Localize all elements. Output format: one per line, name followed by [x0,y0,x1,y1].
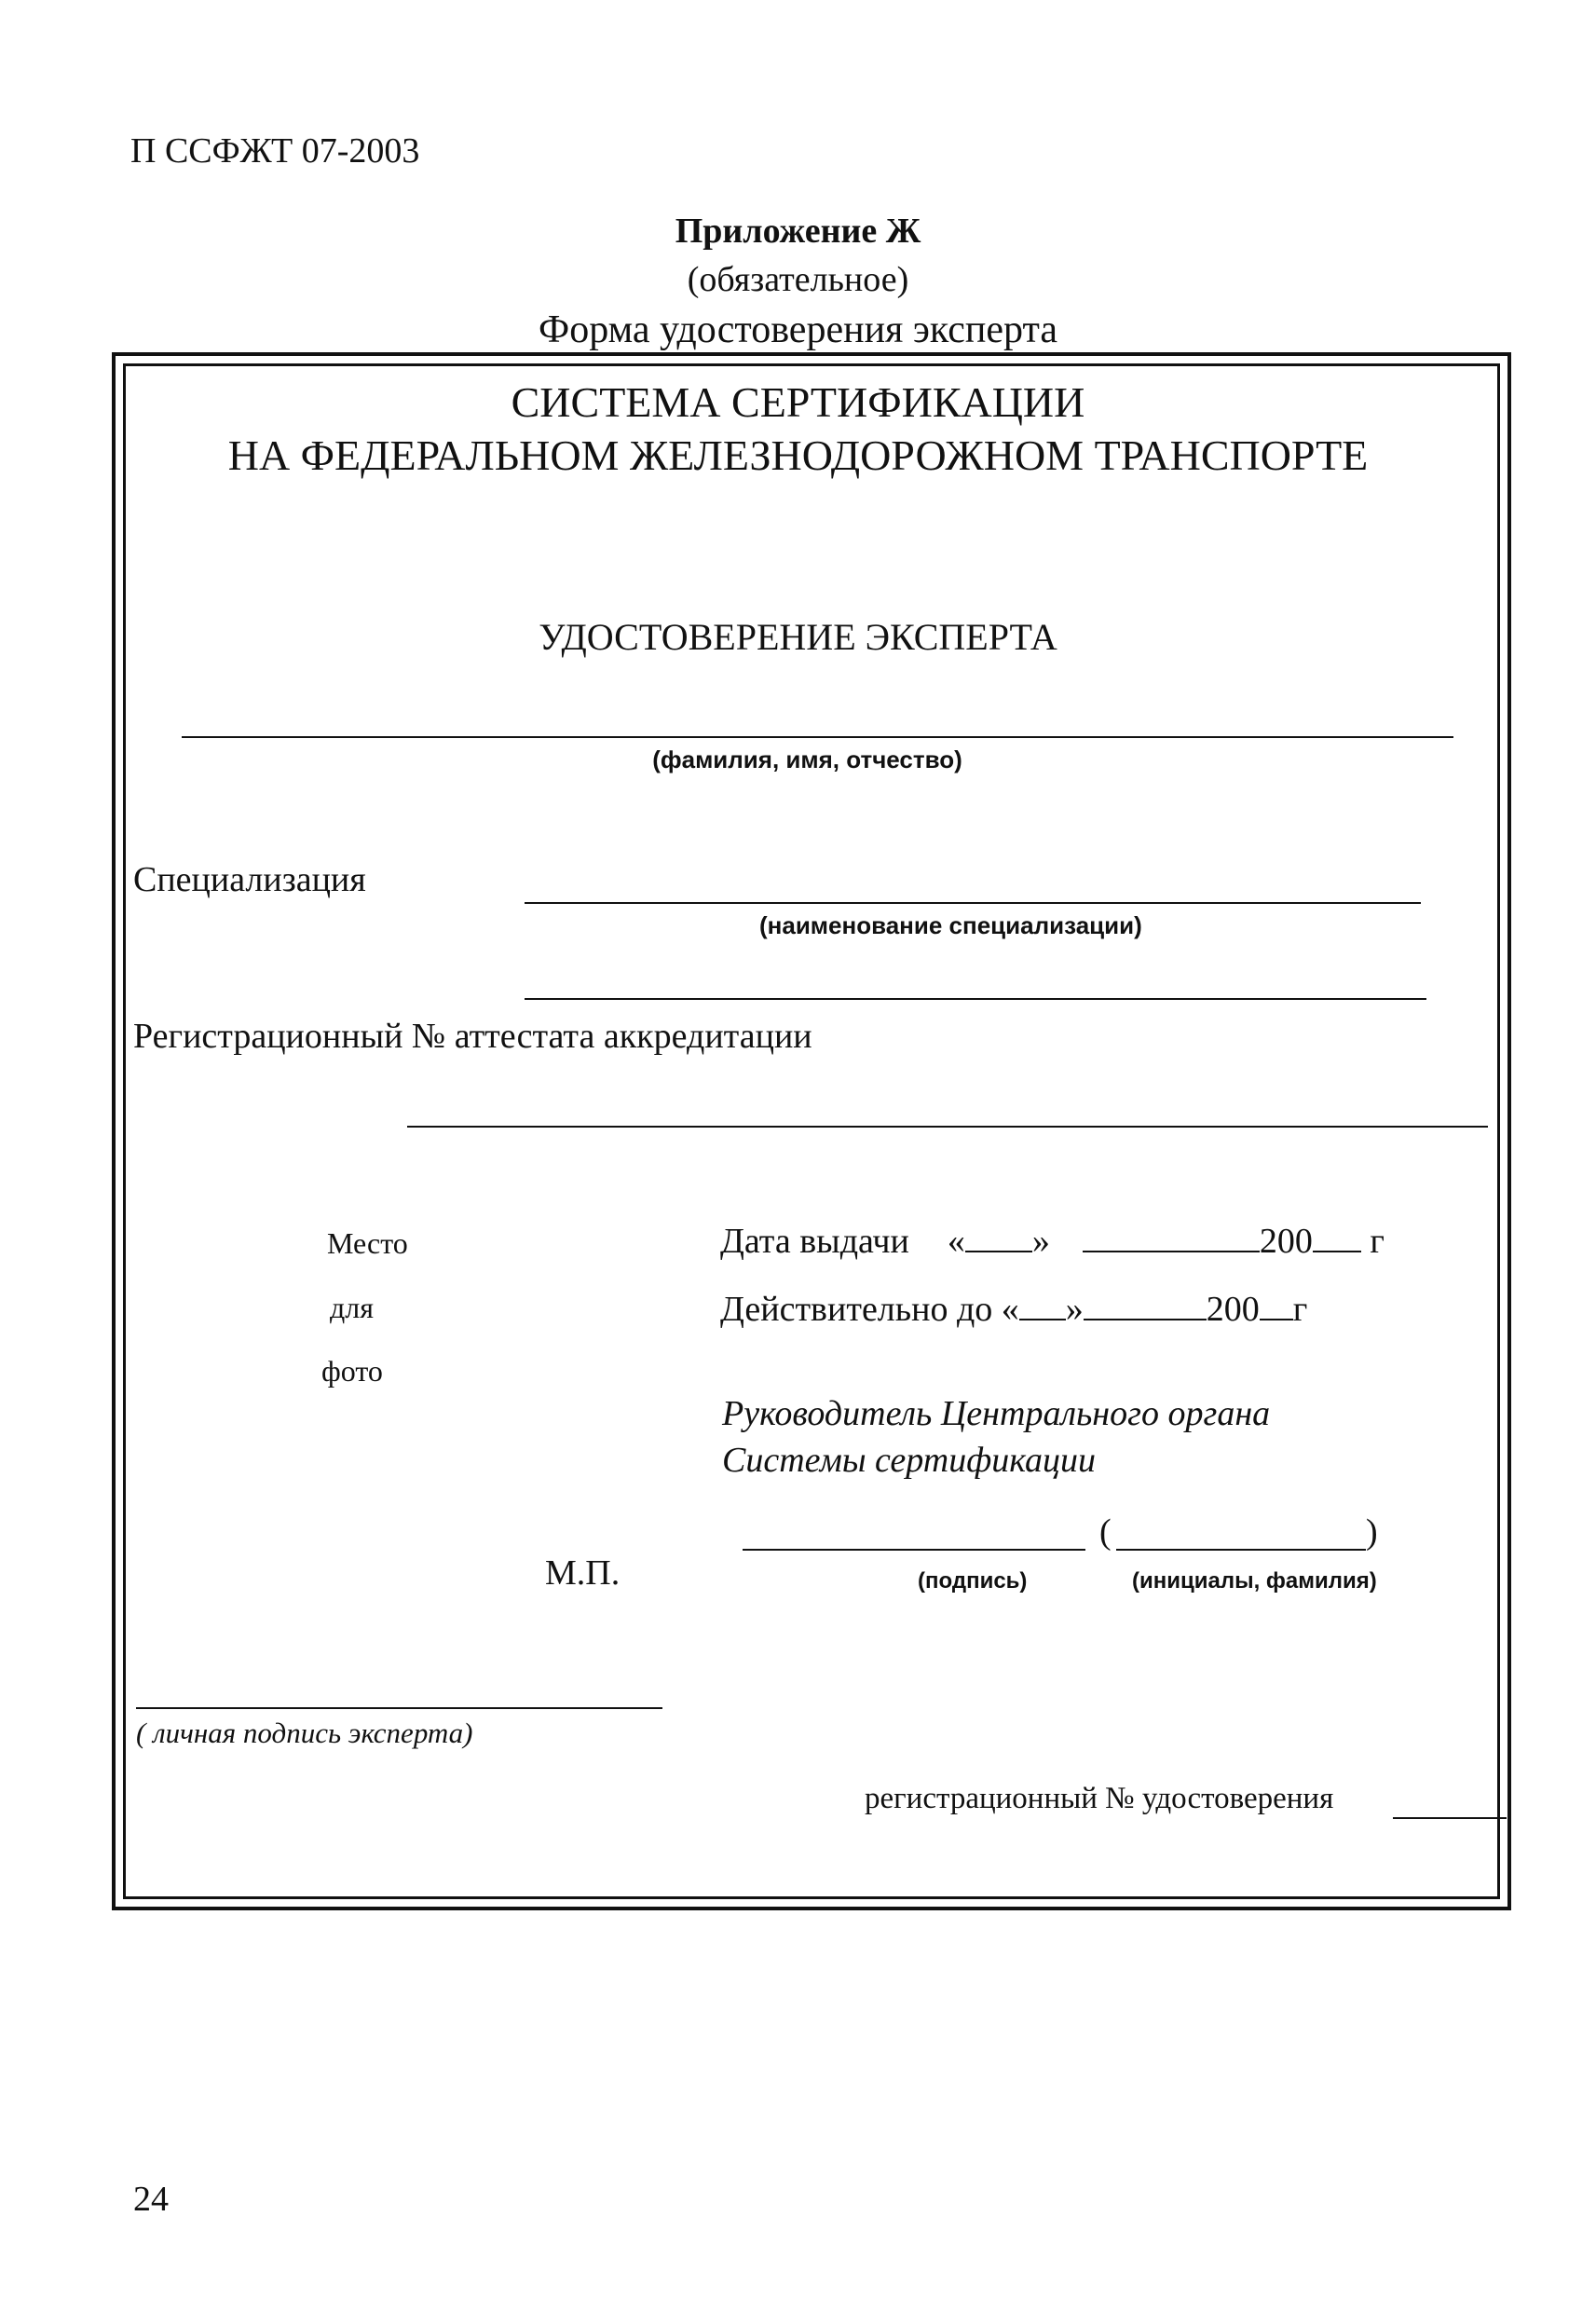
name-field-caption: (фамилия, имя, отчество) [652,746,962,773]
issue-date-open-quote: « [947,1222,965,1261]
name-field-line[interactable] [182,736,1453,738]
photo-place-line1: Место [327,1226,408,1260]
issue-date-year-prefix: 200 [1259,1222,1313,1261]
page-number: 24 [133,2180,169,2219]
head-title-line2: Системы сертификации [722,1441,1097,1480]
document-code: П ССФЖТ 07-2003 [130,131,420,171]
expert-signature-line[interactable] [136,1707,662,1709]
valid-until-year-prefix: 200 [1206,1290,1260,1329]
specialization-field-caption: (наименование специализации) [759,911,1142,939]
initials-open-paren: ( [1099,1512,1112,1552]
issue-date-close-quote: » [1031,1222,1050,1261]
valid-until-row [720,1289,1307,1330]
issue-date-row [720,1221,1385,1262]
valid-until-year-field[interactable] [1260,1291,1293,1320]
form-title: Форма удостоверения эксперта [539,308,1057,351]
appendix-note: (обязательное) [687,260,909,299]
valid-until-day-field[interactable] [1019,1291,1066,1320]
issue-date-year-field[interactable] [1313,1223,1361,1252]
signature-caption: (подпись) [918,1568,1028,1594]
head-signature-line[interactable] [743,1549,1085,1551]
head-initials-line[interactable] [1116,1549,1366,1551]
specialization-field-line-2[interactable] [525,998,1426,1000]
specialization-label: Специализация [133,860,366,899]
issue-date-year-suffix: г [1370,1222,1385,1261]
valid-until-year-suffix: г [1292,1290,1308,1329]
accreditation-reg-label: Регистрационный № аттестата аккредитации [133,1017,812,1056]
expert-signature-caption: ( личная подпись эксперта) [136,1717,473,1749]
issue-date-label: Дата выдачи [720,1222,909,1261]
appendix-title: Приложение Ж [675,212,921,251]
valid-until-close-quote: » [1065,1290,1084,1329]
photo-place-line2: для [330,1291,374,1324]
certificate-reg-label: регистрационный № удостоверения [865,1782,1334,1815]
system-name-line1: СИСТЕМА СЕРТИФИКАЦИИ [511,378,1085,426]
valid-until-label: Действительно до [720,1290,993,1329]
system-name-line2: НА ФЕДЕРАЛЬНОМ ЖЕЛЕЗНОДОРОЖНОМ ТРАНСПОРТЕ [227,431,1369,479]
certificate-reg-field-line[interactable] [1393,1817,1507,1819]
certificate-title: УДОСТОВЕРЕНИЕ ЭКСПЕРТА [539,616,1057,658]
issue-date-month-field[interactable] [1083,1223,1260,1252]
head-title-line1: Руководитель Центрального органа [722,1394,1271,1433]
issue-date-day-field[interactable] [965,1223,1032,1252]
certificate-frame-inner [123,363,1500,1899]
accreditation-reg-field-line[interactable] [407,1126,1488,1128]
stamp-place-label: М.П. [545,1553,621,1593]
photo-place-line3: фото [321,1354,383,1388]
valid-until-month-field[interactable] [1084,1291,1207,1320]
initials-close-paren: ) [1366,1512,1378,1552]
specialization-field-line[interactable] [525,902,1421,904]
valid-until-open-quote: « [1001,1290,1019,1329]
initials-caption: (инициалы, фамилия) [1132,1568,1377,1594]
